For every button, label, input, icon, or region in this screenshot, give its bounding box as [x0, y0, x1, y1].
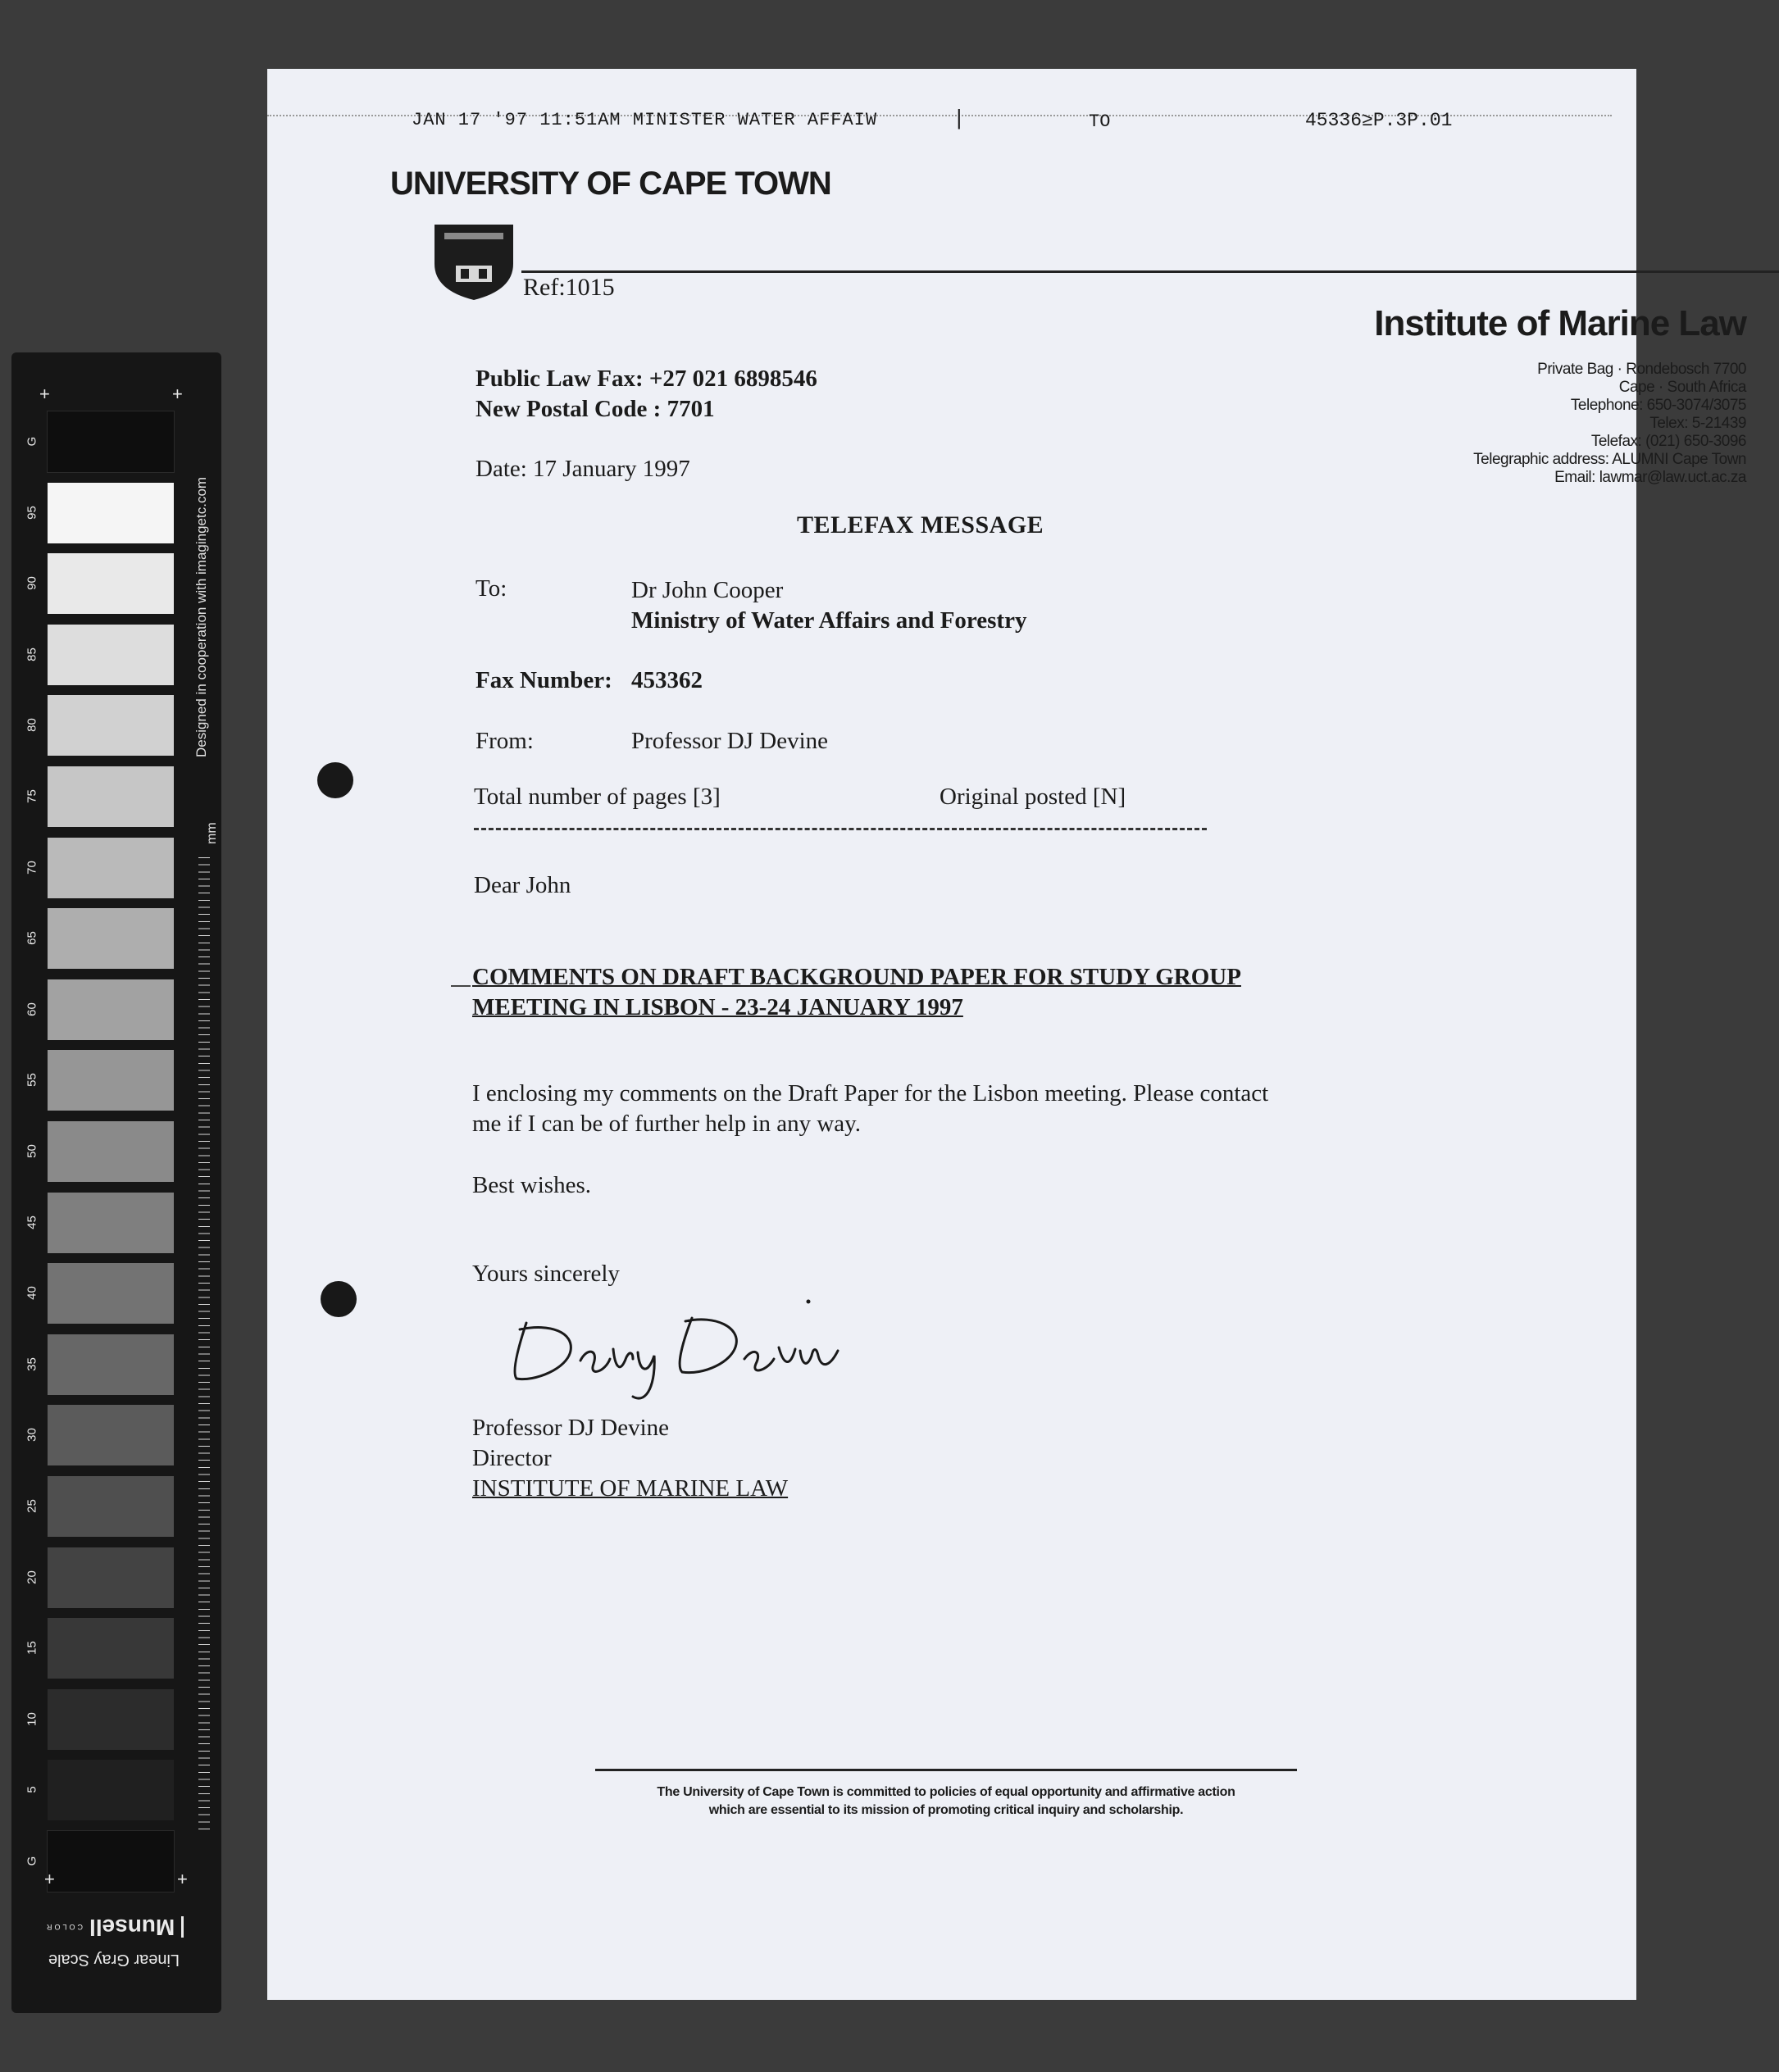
subject-line: COMMENTS ON DRAFT BACKGROUND PAPER FOR STUDY GROUP [472, 964, 1241, 990]
registration-mark: + [44, 1869, 55, 1889]
gray-swatch [48, 411, 174, 472]
fax-number-value: 453362 [631, 667, 703, 693]
fax-to-label: TO [1089, 111, 1111, 132]
signature-block [472, 1413, 788, 1504]
from-label: From: [475, 728, 534, 754]
footer-rule [595, 1769, 1297, 1771]
brand-sub: COLOR [44, 1923, 84, 1931]
dashed-divider [474, 828, 1207, 830]
salutation: Dear John [474, 872, 571, 898]
mm-ruler [198, 857, 210, 1833]
public-law-fax: Public Law Fax: +27 021 6898546 [475, 366, 817, 392]
footer-line: which are essential to its mission of promoting critical inquiry and scholarship. [708, 1803, 1184, 1817]
gray-swatch-label: 40 [25, 1286, 39, 1301]
unit-label: mm [205, 822, 219, 844]
recipient [631, 575, 1026, 636]
from-value: Professor DJ Devine [631, 728, 829, 754]
munsell-grid-icon [181, 1916, 184, 1938]
gray-swatch-label: 5 [25, 1786, 39, 1794]
designer-credit: Designed in cooperation with imagingetc.com [193, 476, 209, 757]
gray-swatch-label: G [25, 1856, 39, 1866]
subject [472, 962, 1241, 1023]
gray-swatch [48, 766, 174, 827]
address-line: Telephone: 650-3074/3075 [1570, 397, 1746, 414]
punch-hole [317, 762, 353, 798]
university-name: UNIVERSITY OF CAPE TOWN [390, 166, 831, 202]
letter-date: Date: 17 January 1997 [475, 456, 690, 482]
address-line: Telex: 5-21439 [1649, 415, 1746, 432]
reference-number: Ref:1015 [523, 274, 615, 301]
address-line: Private Bag · Rondebosch 7700 [1537, 361, 1746, 378]
gray-swatch-label: 10 [25, 1711, 39, 1726]
gray-swatch-label: 35 [25, 1356, 39, 1371]
signatory-name: Professor DJ Devine [472, 1415, 670, 1441]
contact-block [475, 364, 817, 425]
gray-swatch [48, 1476, 174, 1537]
subject-line: MEETING IN LISBON - 23-24 JANUARY 1997 [472, 994, 963, 1020]
gray-swatch [48, 1689, 174, 1750]
gray-swatch-label: 25 [25, 1499, 39, 1513]
gray-swatch-label: 15 [25, 1641, 39, 1656]
gray-swatch [48, 1547, 174, 1608]
recipient-org: Ministry of Water Affairs and Forestry [631, 607, 1027, 634]
gray-swatch-label: 70 [25, 860, 39, 875]
fax-page [267, 69, 1746, 2000]
total-pages: Total number of pages [3] [474, 784, 721, 810]
gray-swatch-label: 50 [25, 1144, 39, 1158]
address-line: Cape · South Africa [1618, 379, 1746, 396]
original-posted: Original posted [N] [940, 784, 1126, 810]
closing: Yours sincerely [472, 1261, 620, 1287]
gray-swatch [48, 1618, 174, 1679]
letter-body [472, 1079, 1268, 1139]
recipient-name: Dr John Cooper [631, 577, 784, 603]
signatory-title: Director [472, 1445, 552, 1471]
gray-swatch-label: 75 [25, 789, 39, 803]
body-line: I enclosing my comments on the Draft Paper for the Lisbon meeting. Please contact [472, 1080, 1269, 1106]
gray-swatch-label: 60 [25, 1002, 39, 1016]
gray-swatch [48, 1050, 174, 1111]
registration-mark: + [39, 384, 50, 404]
institute-name: Institute of Marine Law [1374, 303, 1746, 343]
gray-swatch-label: 45 [25, 1215, 39, 1229]
gray-swatch [48, 1334, 174, 1395]
gray-swatch-label: 65 [25, 931, 39, 946]
gray-swatch [48, 1405, 174, 1465]
gray-swatch [48, 979, 174, 1040]
address-line: Telegraphic address: ALUMNI Cape Town [1473, 451, 1746, 468]
gray-swatch-label: 55 [25, 1073, 39, 1088]
fax-separator: | [953, 107, 966, 131]
gray-swatch-label: 85 [25, 647, 39, 661]
institute-address [1087, 361, 1746, 487]
margin-mark [451, 985, 471, 987]
footer-line: The University of Cape Town is committed to policies of equal opportunity and affirmative action [657, 1785, 1235, 1799]
gray-swatch-label: 95 [25, 505, 39, 520]
gray-swatch-label: 90 [25, 576, 39, 591]
handwritten-signature [502, 1290, 862, 1397]
best-wishes: Best wishes. [472, 1172, 591, 1198]
fax-number-label: Fax Number: [475, 667, 612, 693]
gray-swatch [48, 483, 174, 543]
address-line: Telefax: (021) 650-3096 [1590, 433, 1746, 450]
gray-swatch [48, 1760, 174, 1820]
to-label: To: [475, 575, 507, 602]
registration-mark: + [172, 384, 183, 404]
gray-swatch [48, 625, 174, 685]
gray-swatch [48, 553, 174, 614]
gray-swatch-label: G [25, 436, 39, 447]
brand-name: Munsell [89, 1915, 175, 1940]
gray-swatch-label: 20 [25, 1570, 39, 1584]
message-title: TELEFAX MESSAGE [797, 511, 1044, 538]
signatory-org: INSTITUTE OF MARINE LAW [472, 1475, 789, 1502]
munsell-logo [44, 1914, 184, 1969]
gray-swatch-label: 80 [25, 718, 39, 733]
scale-name: Linear Gray Scale [48, 1951, 180, 1969]
address-line: Email: lawmar@law.uct.ac.za [1554, 469, 1746, 486]
punch-hole [321, 1281, 357, 1317]
gray-swatch [48, 1193, 174, 1253]
university-crest-icon [433, 223, 515, 302]
fax-page-ref: 45336≥P.3P.01 [1305, 110, 1453, 131]
footer [579, 1783, 1313, 1820]
body-line: me if I can be of further help in any way. [472, 1111, 862, 1137]
letterhead-rule [521, 270, 1779, 273]
registration-mark: + [177, 1869, 188, 1889]
gray-scale-card [11, 352, 221, 2013]
gray-swatch-label: 30 [25, 1428, 39, 1443]
gray-swatch [48, 838, 174, 898]
gray-swatch [48, 1831, 174, 1892]
gray-swatch [48, 1121, 174, 1182]
gray-swatch [48, 695, 174, 756]
postal-code: New Postal Code : 7701 [475, 396, 715, 422]
fax-date-source: JAN 17 '97 11:51AM MINISTER WATER AFFAIW [412, 110, 878, 130]
gray-swatch [48, 1263, 174, 1324]
gray-swatch [48, 908, 174, 969]
